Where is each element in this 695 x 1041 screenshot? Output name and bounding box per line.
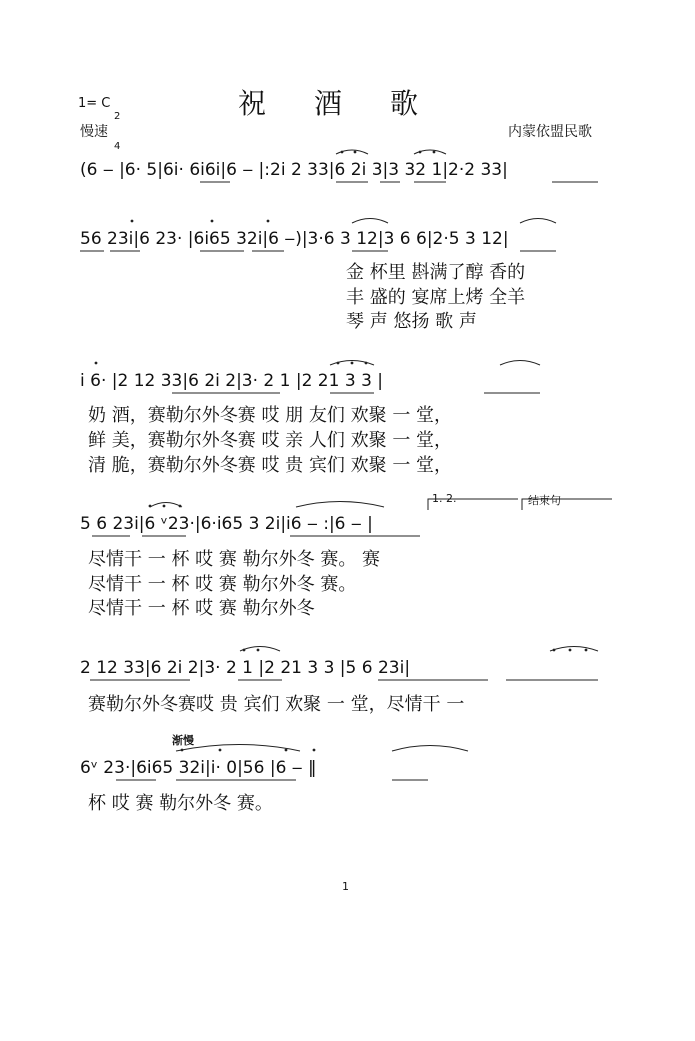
- coda-lyric-2: 杯 哎 赛 勒尔外冬 赛。: [88, 793, 273, 814]
- notation-line-3: i 6· |2 12 33|6 2i 2|3· 2 1 |2 21 3 3 |: [80, 371, 384, 391]
- slur: [176, 745, 300, 752]
- coda-lyric-1: 赛勒尔外冬赛哎 贵 宾们 欢聚 一 堂，尽情干 一: [88, 694, 465, 715]
- page-number: 1: [342, 880, 349, 893]
- refrain2-lyric-1: 尽情干 一 杯 哎 赛 勒尔外冬 赛。 赛: [88, 549, 381, 570]
- slur: [240, 647, 280, 652]
- tempo-marking: 慢速: [80, 124, 108, 140]
- song-title: 祝酒歌: [238, 87, 467, 120]
- ending-bracket: [522, 499, 612, 510]
- slur: [352, 219, 388, 224]
- notation-line-6: 6ᵛ 23·|6i65 32i|i· 0|56 |6 ‒ ‖: [80, 758, 317, 778]
- slur: [392, 746, 468, 752]
- slur: [520, 219, 556, 224]
- slur: [550, 647, 598, 652]
- verse-lyric-1: 金 杯里 斟满了醇 香的: [346, 262, 526, 283]
- refrain2-lyric-3: 尽情干 一 杯 哎 赛 勒尔外冬: [88, 598, 315, 619]
- verse-lyric-2: 丰 盛的 宴席上烤 全羊: [346, 287, 526, 308]
- notation-line-1: (6 ‒ |6· 5|6i· 6i6i|6 ‒ |:2i 2 33|6 2i 3|3 32 1|2·2 33|: [80, 160, 508, 180]
- slur: [296, 502, 384, 508]
- refrain1-lyric-2: 鲜 美，赛勒尔外冬赛 哎 亲 人们 欢聚 一 堂，: [88, 430, 453, 451]
- key-signature: 1= C: [78, 96, 111, 111]
- slur: [150, 503, 182, 508]
- meter-top: 2: [114, 111, 121, 122]
- ending-label: 结束句: [528, 494, 561, 507]
- meter-bottom: 4: [114, 141, 121, 152]
- refrain2-lyric-2: 尽情干 一 杯 哎 赛 勒尔外冬 赛。: [88, 574, 357, 595]
- slur: [500, 361, 540, 366]
- verse-lyric-3: 琴 声 悠扬 歌 声: [346, 311, 477, 332]
- song-source: 内蒙依盟民歌: [508, 124, 592, 140]
- volta-bracket: [428, 499, 518, 510]
- refrain1-lyric-3: 清 脆，赛勒尔外冬赛 哎 贵 宾们 欢聚 一 堂，: [88, 455, 453, 476]
- notation-line-4: 5 6 23i|6 ᵛ23·|6·i65 3 2i|i6 ‒ :|6 ‒ |: [80, 514, 373, 534]
- notation-line-2: 56 23i|6 23· |6i65 32i|6 ‒)|3·6 3 12|3 6 6|2·5 3 12|: [80, 229, 509, 249]
- volta-bracket-label: 1. 2.: [432, 492, 457, 505]
- ritardando-mark: 渐慢: [172, 734, 194, 747]
- notation-line-5: 2 12 33|6 2i 2|3· 2 1 |2 21 3 3 |5 6 23i|: [80, 658, 411, 678]
- refrain1-lyric-1: 奶 酒，赛勒尔外冬赛 哎 朋 友们 欢聚 一 堂，: [88, 405, 453, 426]
